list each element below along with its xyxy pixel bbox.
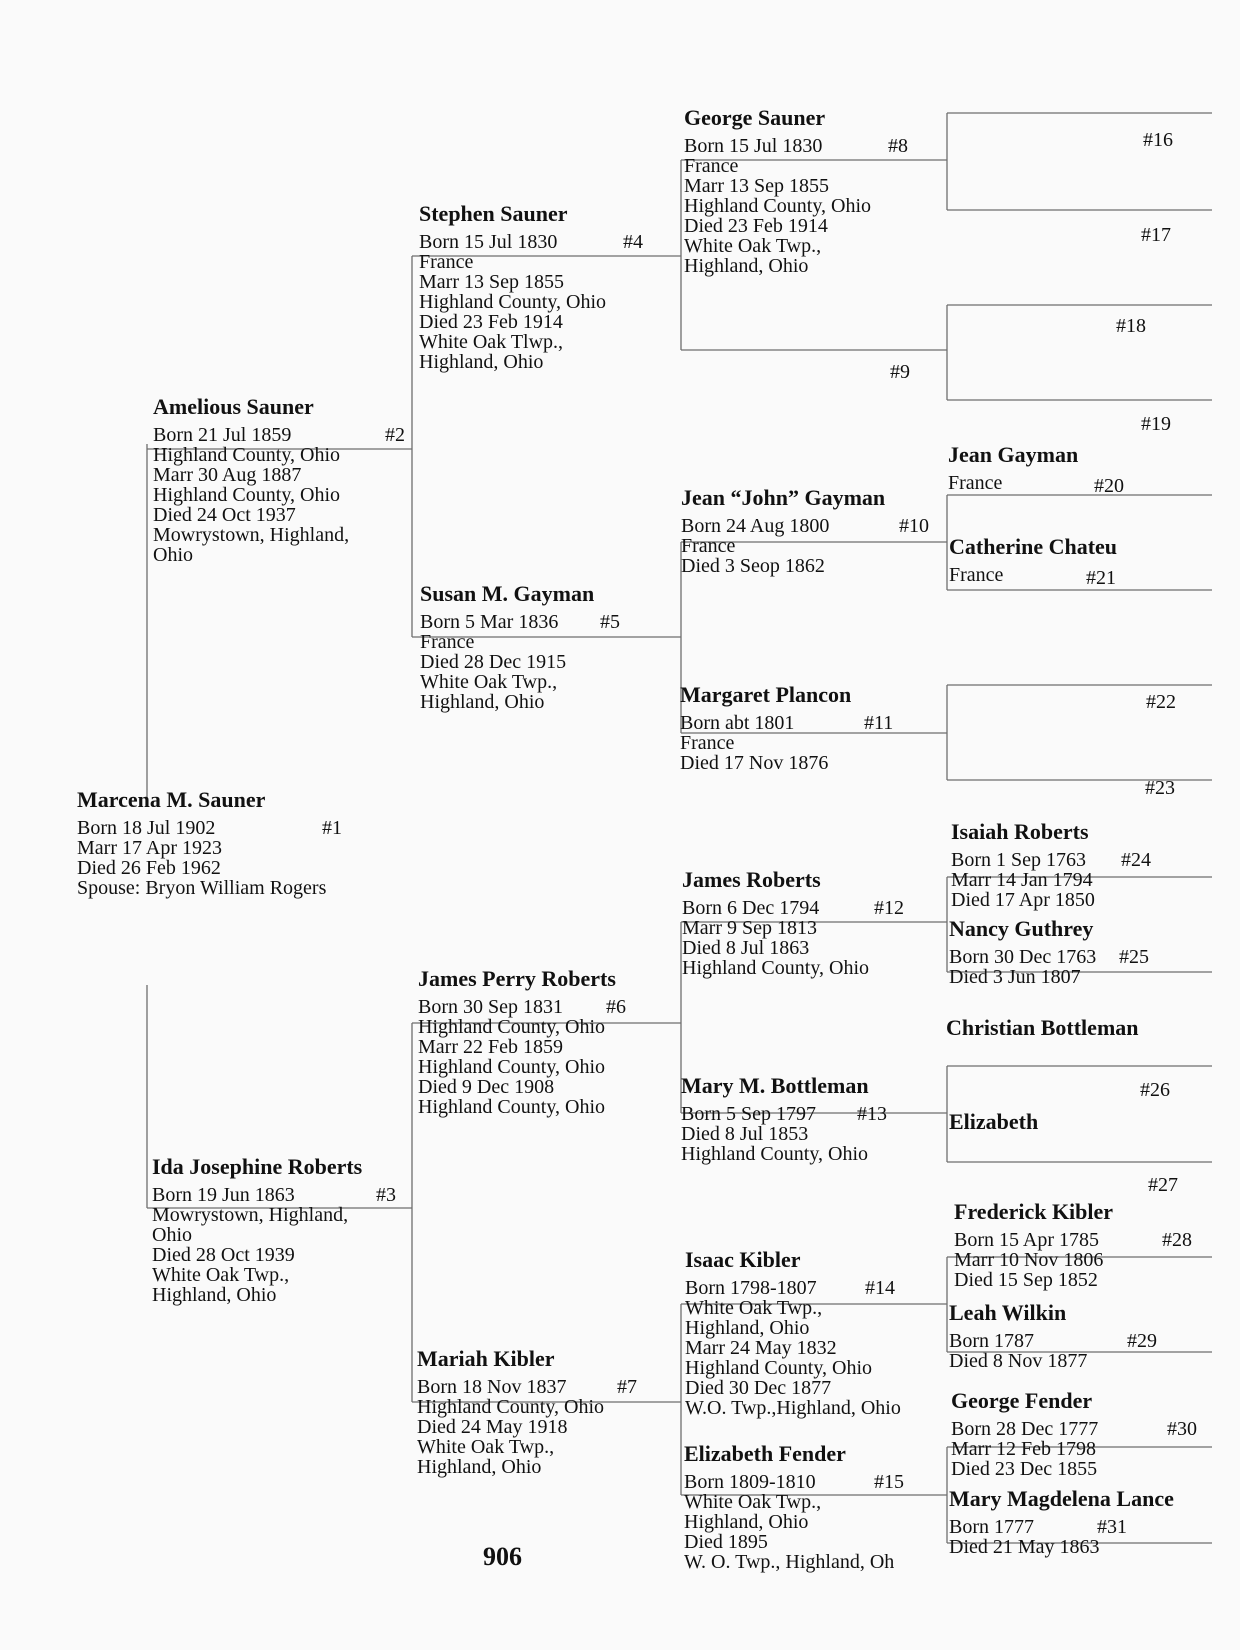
ancestor-number: #4 xyxy=(623,231,643,253)
person-detail-line: Highland County, Ohio xyxy=(153,444,341,466)
person-detail-line: Died 28 Oct 1939 xyxy=(152,1244,295,1266)
person-detail-line: Highland, Ohio xyxy=(420,691,545,713)
person-detail-line: Died 17 Apr 1850 xyxy=(951,889,1095,911)
person-detail-line: Died 21 May 1863 xyxy=(949,1536,1100,1558)
person-14 xyxy=(685,1248,901,1418)
person-detail-line: Born 5 Sep 1797 xyxy=(681,1103,816,1125)
person-name: Mary Magdelena Lance xyxy=(949,1486,1174,1511)
person-detail-line: Marr 13 Sep 1855 xyxy=(684,175,829,197)
person-detail-line: Highland County, Ohio xyxy=(419,291,607,313)
person-name: James Perry Roberts xyxy=(418,966,616,991)
person-detail-line: Highland County, Ohio xyxy=(684,195,872,217)
person-detail-line: Born 15 Jul 1830 xyxy=(419,231,558,253)
person-detail-line: W.O. Twp.,Highland, Ohio xyxy=(685,1397,901,1419)
person-detail-line: Died 24 May 1918 xyxy=(417,1416,568,1438)
person-detail-line: Marr 13 Sep 1855 xyxy=(419,271,564,293)
person-detail-line: Highland County, Ohio xyxy=(153,484,341,506)
person-24 xyxy=(951,819,1151,911)
person-detail-line: France xyxy=(420,631,475,653)
person-detail-line: Born 15 Jul 1830 xyxy=(684,135,823,157)
person-detail-line: France xyxy=(948,472,1003,494)
person-detail-line: White Oak Twp., xyxy=(684,235,822,257)
person-detail-line: Died 9 Dec 1908 xyxy=(418,1076,555,1098)
ancestor-number: #13 xyxy=(857,1103,887,1125)
person-name: Leah Wilkin xyxy=(949,1300,1067,1325)
ancestor-number: #1 xyxy=(322,817,342,839)
person-name: Catherine Chateu xyxy=(949,534,1118,559)
person-detail-line: Died 8 Nov 1877 xyxy=(949,1350,1088,1372)
person-detail-line: Died 15 Sep 1852 xyxy=(954,1269,1098,1291)
person-27 xyxy=(949,1110,1038,1140)
person-21 xyxy=(949,534,1118,589)
person-11 xyxy=(680,682,894,774)
ancestor-number: #10 xyxy=(899,515,929,537)
person-detail-line: France xyxy=(949,564,1004,586)
person-detail-line: Died 23 Dec 1855 xyxy=(951,1458,1098,1480)
person-detail-line: Marr 9 Sep 1813 xyxy=(682,917,817,939)
person-detail-line: Died 28 Dec 1915 xyxy=(420,651,567,673)
ancestor-number: #12 xyxy=(874,897,904,919)
person-name: Amelious Sauner xyxy=(153,394,314,419)
person-29 xyxy=(949,1300,1157,1372)
person-4 xyxy=(419,201,643,373)
person-detail-line: Born 1777 xyxy=(949,1516,1034,1538)
person-detail-line: Marr 24 May 1832 xyxy=(685,1337,837,1359)
person-1 xyxy=(77,787,342,899)
person-detail-line: Marr 10 Nov 1806 xyxy=(954,1249,1104,1271)
person-detail-line: Marr 17 Apr 1923 xyxy=(77,837,222,859)
person-detail-line: Died 23 Feb 1914 xyxy=(684,215,828,237)
person-5 xyxy=(420,581,620,713)
person-name: Mariah Kibler xyxy=(417,1346,555,1371)
ancestor-number: #27 xyxy=(1148,1174,1178,1196)
ancestor-number: #3 xyxy=(376,1184,396,1206)
person-25 xyxy=(949,916,1149,988)
ancestor-number: #14 xyxy=(865,1277,895,1299)
person-detail-line: Born 1 Sep 1763 xyxy=(951,849,1086,871)
ancestor-number: #2 xyxy=(385,424,405,446)
person-detail-line: Born 1787 xyxy=(949,1330,1034,1352)
person-name: Margaret Plancon xyxy=(680,682,852,707)
person-detail-line: Died 17 Nov 1876 xyxy=(680,752,829,774)
person-detail-line: Died 3 Seop 1862 xyxy=(681,555,825,577)
person-detail-line: Born 1809-1810 xyxy=(684,1471,816,1493)
person-detail-line: White Oak Twp., xyxy=(684,1491,822,1513)
person-detail-line: Born 30 Dec 1763 xyxy=(949,946,1097,968)
person-detail-line: Born 15 Apr 1785 xyxy=(954,1229,1099,1251)
person-3 xyxy=(152,1154,396,1306)
ancestor-number: #20 xyxy=(1094,475,1124,497)
person-detail-line: W. O. Twp., Highland, Oh xyxy=(684,1551,895,1573)
person-name: James Roberts xyxy=(682,867,821,892)
person-detail-line: Born 1798-1807 xyxy=(685,1277,817,1299)
person-name: Isaac Kibler xyxy=(685,1247,801,1272)
person-detail-line: Born 24 Aug 1800 xyxy=(681,515,830,537)
person-name: Stephen Sauner xyxy=(419,201,568,226)
person-10 xyxy=(681,485,929,577)
ancestor-number: #6 xyxy=(606,996,626,1018)
page-number: 906 xyxy=(483,1542,522,1571)
person-26 xyxy=(946,1016,1139,1046)
empty-slot-number: #22 xyxy=(1146,691,1176,713)
person-detail-line: France xyxy=(419,251,474,273)
ancestor-number: #8 xyxy=(888,135,908,157)
ancestor-number: #5 xyxy=(600,611,620,633)
person-detail-line: Born abt 1801 xyxy=(680,712,795,734)
person-name: Nancy Guthrey xyxy=(949,916,1094,941)
person-detail-line: France xyxy=(684,155,739,177)
person-detail-line: Highland County, Ohio xyxy=(418,1016,606,1038)
person-detail-line: Ohio xyxy=(153,544,193,566)
person-6 xyxy=(418,966,626,1118)
ancestor-number: #29 xyxy=(1127,1330,1157,1352)
person-detail-line: Died 8 Jul 1863 xyxy=(682,937,810,959)
ancestor-number: #21 xyxy=(1086,567,1116,589)
person-detail-line: Marr 14 Jan 1794 xyxy=(951,869,1093,891)
person-detail-line: White Oak Twp., xyxy=(152,1264,290,1286)
empty-slot-number: #16 xyxy=(1143,129,1173,151)
ancestor-number: #28 xyxy=(1162,1229,1192,1251)
person-name: George Fender xyxy=(951,1388,1093,1413)
empty-slot-number: #9 xyxy=(890,361,910,383)
person-detail-line: Born 30 Sep 1831 xyxy=(418,996,563,1018)
person-detail-line: White Oak Twp., xyxy=(420,671,558,693)
empty-slot-number: #17 xyxy=(1141,224,1171,246)
person-detail-line: Highland, Ohio xyxy=(685,1317,810,1339)
person-detail-line: Born 18 Jul 1902 xyxy=(77,817,216,839)
person-2 xyxy=(153,394,405,566)
ancestor-number: #25 xyxy=(1119,946,1149,968)
person-detail-line: Highland, Ohio xyxy=(684,255,809,277)
person-detail-line: Spouse: Bryon William Rogers xyxy=(77,877,327,899)
person-detail-line: Died 1895 xyxy=(684,1531,768,1553)
person-15 xyxy=(684,1441,904,1573)
person-name: Susan M. Gayman xyxy=(420,581,595,606)
person-12 xyxy=(682,867,904,979)
person-detail-line: Born 28 Dec 1777 xyxy=(951,1418,1099,1440)
person-detail-line: France xyxy=(681,535,736,557)
ancestor-number: #15 xyxy=(874,1471,904,1493)
person-7 xyxy=(417,1346,637,1478)
person-name: Ida Josephine Roberts xyxy=(152,1154,363,1179)
person-detail-line: Died 3 Jun 1807 xyxy=(949,966,1081,988)
person-detail-line: White Oak Twp., xyxy=(685,1297,823,1319)
person-31 xyxy=(949,1487,1174,1557)
empty-slot-number: #23 xyxy=(1145,777,1175,799)
person-detail-line: Marr 30 Aug 1887 xyxy=(153,464,302,486)
person-detail-line: Highland, Ohio xyxy=(419,351,544,373)
person-detail-line: White Oak Tlwp., xyxy=(419,331,564,353)
person-name: Jean “John” Gayman xyxy=(681,485,886,510)
person-8 xyxy=(684,105,908,277)
person-name: Christian Bottleman xyxy=(946,1015,1139,1040)
ancestor-number: #24 xyxy=(1121,849,1151,871)
person-detail-line: Died 26 Feb 1962 xyxy=(77,857,221,879)
person-detail-line: Highland County, Ohio xyxy=(418,1056,606,1078)
person-detail-line: Died 23 Feb 1914 xyxy=(419,311,563,333)
person-detail-line: Ohio xyxy=(152,1224,192,1246)
person-28 xyxy=(954,1199,1192,1291)
person-detail-line: Mowrystown, Highland, xyxy=(152,1204,349,1226)
person-detail-line: Highland County, Ohio xyxy=(681,1143,869,1165)
person-detail-line: Died 30 Dec 1877 xyxy=(685,1377,832,1399)
person-detail-line: Died 24 Oct 1937 xyxy=(153,504,296,526)
ancestor-number: #30 xyxy=(1167,1418,1197,1440)
person-name: Mary M. Bottleman xyxy=(681,1073,869,1098)
person-detail-line: Born 19 Jun 1863 xyxy=(152,1184,295,1206)
person-detail-line: Mowrystown, Highland, xyxy=(153,524,350,546)
person-detail-line: Highland County, Ohio xyxy=(682,957,870,979)
person-detail-line: Highland County, Ohio xyxy=(418,1096,606,1118)
person-30 xyxy=(951,1388,1197,1480)
person-detail-line: Marr 12 Feb 1798 xyxy=(951,1438,1096,1460)
person-13 xyxy=(681,1073,887,1165)
ancestor-number: #7 xyxy=(617,1376,637,1398)
person-detail-line: Born 18 Nov 1837 xyxy=(417,1376,567,1398)
person-detail-line: Born 21 Jul 1859 xyxy=(153,424,292,446)
person-detail-line: Highland, Ohio xyxy=(684,1511,809,1533)
person-detail-line: Born 5 Mar 1836 xyxy=(420,611,559,633)
person-name: George Sauner xyxy=(684,105,826,130)
ancestor-number: #11 xyxy=(864,712,894,734)
person-name: Jean Gayman xyxy=(948,442,1079,467)
empty-slot-number: #18 xyxy=(1116,315,1146,337)
person-name: Elizabeth Fender xyxy=(684,1441,846,1466)
person-detail-line: Marr 22 Feb 1859 xyxy=(418,1036,563,1058)
ancestor-number: #31 xyxy=(1097,1516,1127,1538)
person-detail-line: White Oak Twp., xyxy=(417,1436,555,1458)
person-name: Isaiah Roberts xyxy=(951,819,1089,844)
person-detail-line: Highland County, Ohio xyxy=(417,1396,605,1418)
person-detail-line: Born 6 Dec 1794 xyxy=(682,897,820,919)
person-detail-line: Highland, Ohio xyxy=(152,1284,277,1306)
person-name: Marcena M. Sauner xyxy=(77,787,266,812)
person-detail-line: Highland County, Ohio xyxy=(685,1357,873,1379)
empty-slot-number: #19 xyxy=(1141,413,1171,435)
person-detail-line: Highland, Ohio xyxy=(417,1456,542,1478)
person-name: Frederick Kibler xyxy=(954,1199,1114,1224)
person-20 xyxy=(948,442,1124,497)
person-detail-line: France xyxy=(680,732,735,754)
person-name: Elizabeth xyxy=(949,1109,1039,1134)
person-detail-line: Died 8 Jul 1853 xyxy=(681,1123,809,1145)
ancestor-number: #26 xyxy=(1140,1079,1170,1101)
